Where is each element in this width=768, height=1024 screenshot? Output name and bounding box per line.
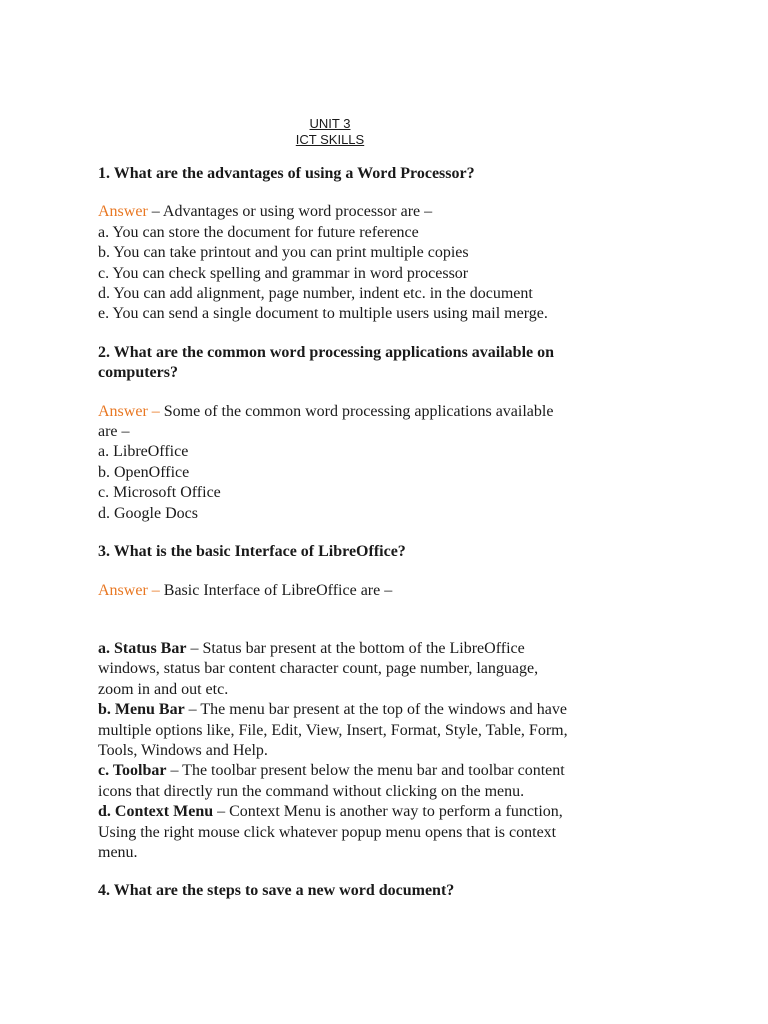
answer-label: Answer – [98,581,160,599]
answer-intro-text: Some of the common word processing applications available are – [98,402,554,441]
subject-title: ICT SKILLS [295,132,365,147]
answer-3-item [98,639,568,700]
answer-3-item [98,802,568,863]
question-1: 1. What are the advantages of using a Word Processor? [98,165,475,182]
item-text: – The toolbar present below the menu bar and toolbar content icons that directly run the command without clicking on the menu. [98,762,565,800]
unit-header [0,116,660,148]
item-term: d. Context Menu [98,803,214,821]
answer-3-item [98,700,568,761]
answer-label: Answer [98,203,148,221]
answer-label: Answer – [98,402,160,420]
document-content [98,164,568,902]
item-term: c. Toolbar [98,762,167,780]
answer-3-item [98,761,568,802]
answer-1-item: a. You can store the document for future reference [98,223,419,241]
answer-2-item: c. Microsoft Office [98,484,221,502]
question-3: 3. What is the basic Interface of LibreOffice? [98,543,406,561]
item-text: – Context Menu is another way to perform a function, Using the right mouse click whatever popup menu opens that is context menu. [98,803,563,861]
answer-2-item: d. Google Docs [98,504,198,522]
question-4: 4. What are the steps to save a new word document? [98,882,455,900]
answer-1-intro [98,202,568,222]
answer-1-item: c. You can check spelling and grammar in word processor [98,264,469,282]
item-text: – Status bar present at the bottom of the LibreOffice windows, status bar content character count, page number, language, zoom in and out etc. [98,639,539,698]
answer-2-item: a. LibreOffice [98,443,189,461]
answer-2-item: b. OpenOffice [98,463,190,481]
item-term: b. Menu Bar [98,701,185,719]
answer-intro-text: Basic Interface of LibreOffice are – [159,581,393,599]
unit-title: UNIT 3 [309,116,351,131]
answer-intro-text: – Advantages or using word processor are – [147,203,433,221]
item-text: – The menu bar present at the top of the windows and have multiple options like, File, Edit, View, Insert, Format, Style, Table, Form, Tools, Windows and Help. [98,701,568,759]
item-term: a. Status Bar [98,639,187,657]
answer-1-item: e. You can send a single document to multiple users using mail merge. [98,305,548,323]
question-2: 2. What are the common word processing applications available on computers? [98,343,555,382]
answer-1-item: d. You can add alignment, page number, indent etc. in the document [98,285,533,303]
answer-1-item: b. You can take printout and you can print multiple copies [98,244,469,262]
answer-3-intro [98,581,568,601]
answer-2-intro [98,402,568,443]
